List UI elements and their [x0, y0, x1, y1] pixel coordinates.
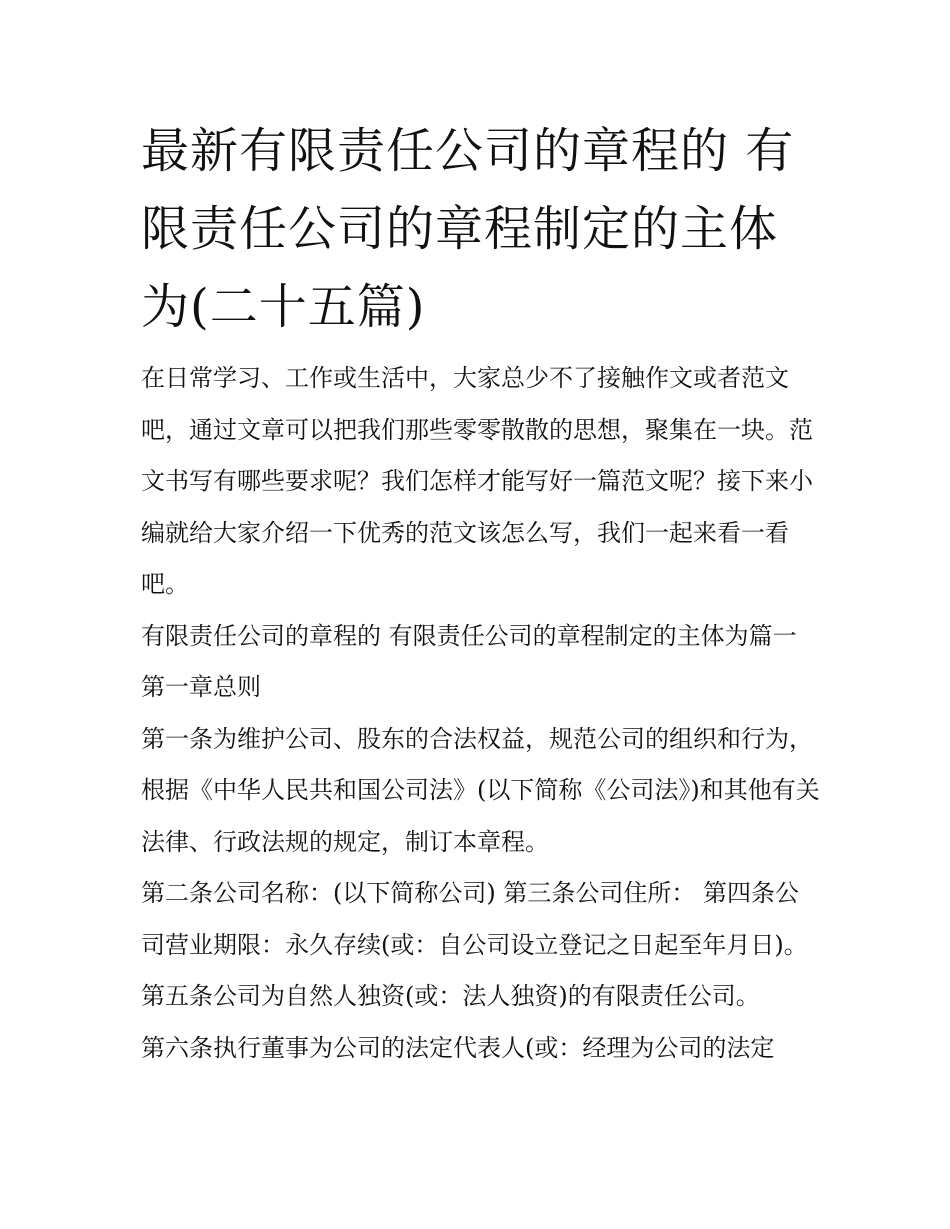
paragraph-chapter-heading: 有限责任公司的章程的 有限责任公司的章程制定的主体为篇一 第一章总则 [141, 621, 797, 701]
paragraph-article-6: 第六条执行董事为公司的法定代表人(或：经理为公司的法定 [141, 1033, 775, 1062]
document-title: 最新有限责任公司的章程的 有限责任公司的章程制定的主体为(二十五篇) [141, 123, 795, 335]
paragraph-article-1: 第一条为维护公司、股东的合法权益，规范公司的组织和行为，根据《中华人民共和国公司法》(以下简称《公司法》)和其他有关法律、行政法规的规定，制订本章程。 [141, 724, 820, 856]
document-body [141, 353, 821, 1074]
paragraph-article-5: 第五条公司为自然人独资(或：法人独资)的有限责任公司。 [141, 982, 760, 1010]
paragraph-intro: 在日常学习、工作或生活中，大家总少不了接触作文或者范文吧，通过文章可以把我们那些零零散散的思想，聚集在一块。范文书写有哪些要求呢？我们怎样才能写好一篇范文呢？接下来小编就给大家介绍一下优秀的范文该怎么写，我们一起来看一看吧。 [141, 364, 813, 598]
paragraph-articles-2-4: 第二条公司名称：(以下简称公司) 第三条公司住所： 第四条公司营业期限：永久存续(或：自公司设立登记之日起至年月日)。 [141, 879, 808, 959]
